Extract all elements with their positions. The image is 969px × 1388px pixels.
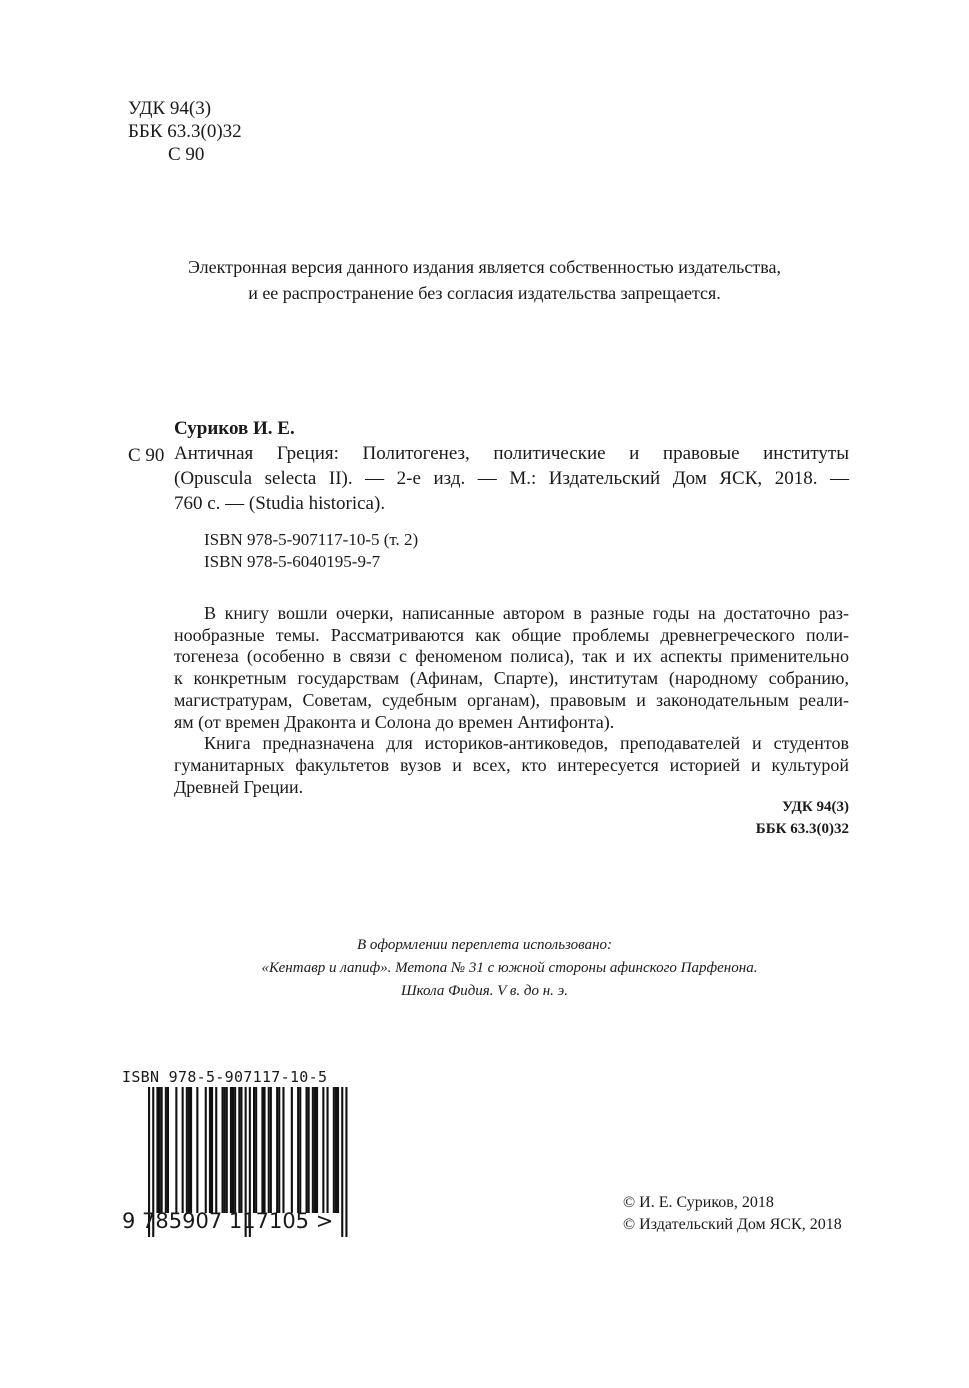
udk-code: УДК 94(3) xyxy=(128,98,212,119)
annotation-line: ям (от времен Драконта и Солона до времен Антифонта). xyxy=(174,711,615,732)
barcode-bar xyxy=(211,1087,213,1213)
classification-codes-bold xyxy=(756,796,849,840)
isbn-list xyxy=(204,529,418,573)
barcode-digits: 9 785907 117105 > xyxy=(122,1209,334,1233)
barcode-bar xyxy=(222,1087,224,1213)
barcode-bar xyxy=(175,1087,177,1213)
barcode-bar xyxy=(196,1087,198,1213)
annotation xyxy=(174,603,849,798)
entry-author-mark: С 90 xyxy=(128,445,165,466)
isbn-volume: ISBN 978-5-907117-10-5 (т. 2) xyxy=(204,530,419,549)
annotation-line: Древней Греции. xyxy=(174,776,304,797)
bbk-code: ББК 63.3(0)32 xyxy=(128,121,242,142)
copyright xyxy=(623,1192,842,1236)
barcode-bar xyxy=(264,1087,266,1213)
bib-line: 760 с. — (Studia historica). xyxy=(174,493,386,514)
credit-line: В оформлении переплета использовано: xyxy=(356,937,613,953)
bibliographic-description xyxy=(174,441,849,516)
classification-block xyxy=(128,97,242,166)
barcode-bar xyxy=(261,1087,263,1213)
annotation-line: Книга предназначена для историков-антиковедов, преподавателей и студентов xyxy=(204,733,849,754)
barcode-bar xyxy=(232,1087,234,1213)
barcode-bar xyxy=(224,1087,226,1213)
barcode-bar xyxy=(182,1087,184,1213)
barcode-bar xyxy=(308,1087,310,1213)
bbk-code-bold: ББК 63.3(0)32 xyxy=(755,821,849,837)
udk-code-bold: УДК 94(3) xyxy=(782,799,849,815)
bib-line: (Opuscula selecta II). — 2-е изд. — М.: Издательский Дом ЯСК, 2018. — xyxy=(174,468,849,489)
barcode-bar xyxy=(316,1087,318,1213)
barcode-bar xyxy=(278,1087,280,1213)
barcode-bar xyxy=(335,1087,337,1213)
barcode-bar xyxy=(161,1087,163,1213)
barcode-bar xyxy=(190,1087,192,1213)
barcode-bar xyxy=(306,1087,308,1213)
barcode-isbn-label: ISBN 978-5-907117-10-5 xyxy=(122,1068,328,1086)
credit-line: Школа Фидия. V в. до н. э. xyxy=(400,983,569,999)
barcode-bar xyxy=(234,1087,236,1213)
barcode-bar xyxy=(165,1087,167,1213)
annotation-line: к конкретным государствам (Афинам, Спарте), институтам (народному собранию, xyxy=(174,668,849,689)
rights-notice xyxy=(0,254,969,306)
copyright-publisher: © Издательский Дом ЯСК, 2018 xyxy=(623,1216,842,1233)
barcode-bar xyxy=(209,1087,211,1213)
barcode-bar xyxy=(314,1087,316,1213)
author-mark: С 90 xyxy=(168,144,205,165)
barcode-bar xyxy=(276,1087,278,1213)
notice-line: и ее распространение без согласия издательства запрещается. xyxy=(248,283,721,303)
notice-line: Электронная версия данного издания является собственностью издательства, xyxy=(188,257,781,277)
annotation-line: В книгу вошли очерки, написанные автором в разные годы на достаточно раз- xyxy=(204,603,849,623)
annotation-line: нообразные темы. Рассматриваются как общие проблемы древнегреческого поли- xyxy=(174,624,849,645)
barcode-bar xyxy=(205,1087,207,1213)
barcode-bar xyxy=(268,1087,270,1213)
barcode-bar xyxy=(299,1087,301,1213)
barcode-bar xyxy=(255,1087,257,1213)
barcode-bar xyxy=(240,1087,242,1213)
barcode-bar xyxy=(188,1087,190,1213)
annotation-line: тогенеза (особенно в связи с феноменом полиса), так и их аспекты применительно xyxy=(174,646,849,667)
barcode-bar xyxy=(270,1087,272,1213)
barcode-bar xyxy=(159,1087,161,1213)
barcode-bar xyxy=(167,1087,169,1213)
barcode-bar xyxy=(253,1087,255,1213)
barcode-bar xyxy=(215,1087,217,1213)
barcode-bar xyxy=(186,1087,188,1213)
barcode-bar xyxy=(337,1087,339,1213)
barcode-bar xyxy=(327,1087,329,1213)
barcode-bar xyxy=(322,1087,324,1213)
barcode-bar xyxy=(291,1087,293,1213)
barcode-bar xyxy=(226,1087,228,1213)
credit-line: «Кентавр и лапиф». Метопа № 31 с южной стороны афинского Парфенона. xyxy=(261,960,758,976)
cover-credit xyxy=(0,934,969,1003)
barcode-guard-bar xyxy=(341,1087,343,1237)
entry-author: Суриков И. Е. xyxy=(174,418,295,439)
barcode-bar xyxy=(156,1087,158,1213)
annotation-line: гуманитарных факультетов вузов и всех, кто интересуется историей и культурой xyxy=(174,754,849,775)
barcode-bar xyxy=(312,1087,314,1213)
barcode-bar xyxy=(230,1087,232,1213)
barcode-bar xyxy=(238,1087,240,1213)
copyright-author: © И. Е. Суриков, 2018 xyxy=(623,1194,774,1211)
barcode-bar xyxy=(297,1087,299,1213)
barcode-bar xyxy=(282,1087,284,1213)
barcode-bar xyxy=(333,1087,335,1213)
annotation-line: магистратурам, Советам, судебным органам), правовым и законодательным реали- xyxy=(174,689,849,710)
bib-line: Античная Греция: Политогенез, политические и правовые институты xyxy=(174,443,849,464)
barcode-guard-bar xyxy=(345,1087,347,1237)
isbn-set: ISBN 978-5-6040195-9-7 xyxy=(204,552,381,571)
